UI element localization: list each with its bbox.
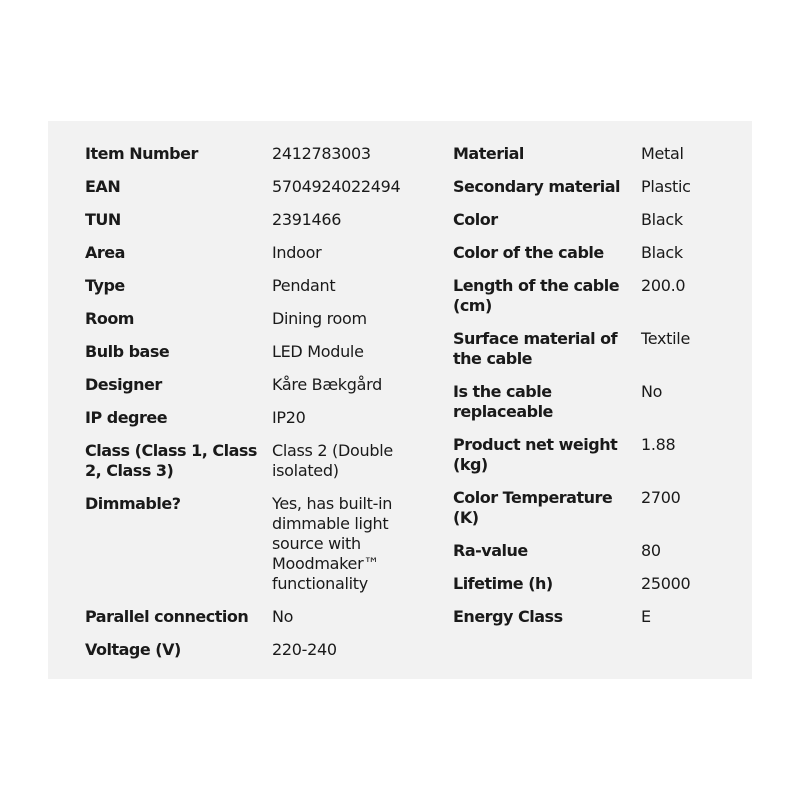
- spec-label: Is the cable replaceable: [453, 382, 553, 421]
- spec-label: Type: [85, 276, 125, 295]
- spec-label: Product net weight (kg): [453, 435, 618, 474]
- spec-row-ip-degree: [85, 408, 407, 428]
- spec-label: Bulb base: [85, 342, 170, 361]
- spec-value: No: [272, 607, 294, 626]
- spec-label: Length of the cable (cm): [453, 276, 620, 315]
- spec-value: Black: [641, 210, 683, 229]
- spec-value: 1.88: [641, 435, 676, 454]
- spec-row-dimmable: [85, 494, 407, 594]
- spec-label: Class (Class 1, Class 2, Class 3): [85, 441, 257, 480]
- spec-value: Metal: [641, 144, 684, 163]
- spec-value: 2412783003: [272, 144, 371, 163]
- spec-row-cable-color: [453, 243, 741, 263]
- spec-row-secondary-material: [453, 177, 741, 197]
- spec-label: Material: [453, 144, 524, 163]
- spec-row-cable-length: [453, 276, 741, 316]
- spec-label: Color: [453, 210, 498, 229]
- spec-label: Color of the cable: [453, 243, 604, 262]
- spec-label: Item Number: [85, 144, 198, 163]
- spec-row-net-weight: [453, 435, 741, 475]
- spec-row-type: [85, 276, 407, 296]
- spec-value: IP20: [272, 408, 306, 427]
- spec-label: Ra-value: [453, 541, 528, 560]
- spec-label: Lifetime (h): [453, 574, 553, 593]
- spec-value: Dining room: [272, 309, 367, 328]
- spec-value: No: [641, 382, 663, 401]
- spec-label: Secondary material: [453, 177, 621, 196]
- spec-value: 80: [641, 541, 661, 560]
- spec-label: Designer: [85, 375, 162, 394]
- spec-row-area: [85, 243, 407, 263]
- spec-row-voltage: [85, 640, 407, 660]
- spec-label: Voltage (V): [85, 640, 181, 659]
- spec-row-class: [85, 441, 407, 481]
- specs-column-right: [453, 144, 741, 640]
- spec-value: Indoor: [272, 243, 322, 262]
- spec-label: Area: [85, 243, 125, 262]
- spec-label: Dimmable?: [85, 494, 181, 513]
- spec-value: 2700: [641, 488, 681, 507]
- specs-column-left: [85, 144, 407, 673]
- spec-row-ra-value: [453, 541, 741, 561]
- spec-label: Room: [85, 309, 134, 328]
- spec-value: 220-240: [272, 640, 337, 659]
- spec-row-room: [85, 309, 407, 329]
- spec-row-cable-surface-material: [453, 329, 741, 369]
- spec-label: IP degree: [85, 408, 168, 427]
- spec-value: Class 2 (Double isolated): [272, 441, 393, 480]
- spec-row-tun: [85, 210, 407, 230]
- spec-value: Plastic: [641, 177, 691, 196]
- spec-value: Kåre Bækgård: [272, 375, 382, 394]
- spec-row-designer: [85, 375, 407, 395]
- spec-value: Textile: [641, 329, 690, 348]
- spec-label: Energy Class: [453, 607, 563, 626]
- spec-value: Black: [641, 243, 683, 262]
- spec-row-ean: [85, 177, 407, 197]
- spec-value: 2391466: [272, 210, 342, 229]
- spec-row-item-number: [85, 144, 407, 164]
- spec-row-color-temperature: [453, 488, 741, 528]
- spec-value: LED Module: [272, 342, 364, 361]
- spec-value: Yes, has built-in dimmable light source with Moodmaker™ functionality: [272, 494, 393, 593]
- spec-label: Color Temperature (K): [453, 488, 613, 527]
- spec-value: 200.0: [641, 276, 686, 295]
- specifications-panel: [48, 121, 752, 679]
- spec-value: 25000: [641, 574, 691, 593]
- spec-row-material: [453, 144, 741, 164]
- spec-row-lifetime: [453, 574, 741, 594]
- spec-row-cable-replaceable: [453, 382, 741, 422]
- spec-value: E: [641, 607, 651, 626]
- spec-row-color: [453, 210, 741, 230]
- spec-label: Surface material of the cable: [453, 329, 618, 368]
- spec-label: Parallel connection: [85, 607, 249, 626]
- spec-row-parallel-connection: [85, 607, 407, 627]
- spec-row-bulb-base: [85, 342, 407, 362]
- spec-row-energy-class: [453, 607, 741, 627]
- spec-value: 5704924022494: [272, 177, 401, 196]
- spec-label: EAN: [85, 177, 121, 196]
- spec-value: Pendant: [272, 276, 336, 295]
- spec-label: TUN: [85, 210, 121, 229]
